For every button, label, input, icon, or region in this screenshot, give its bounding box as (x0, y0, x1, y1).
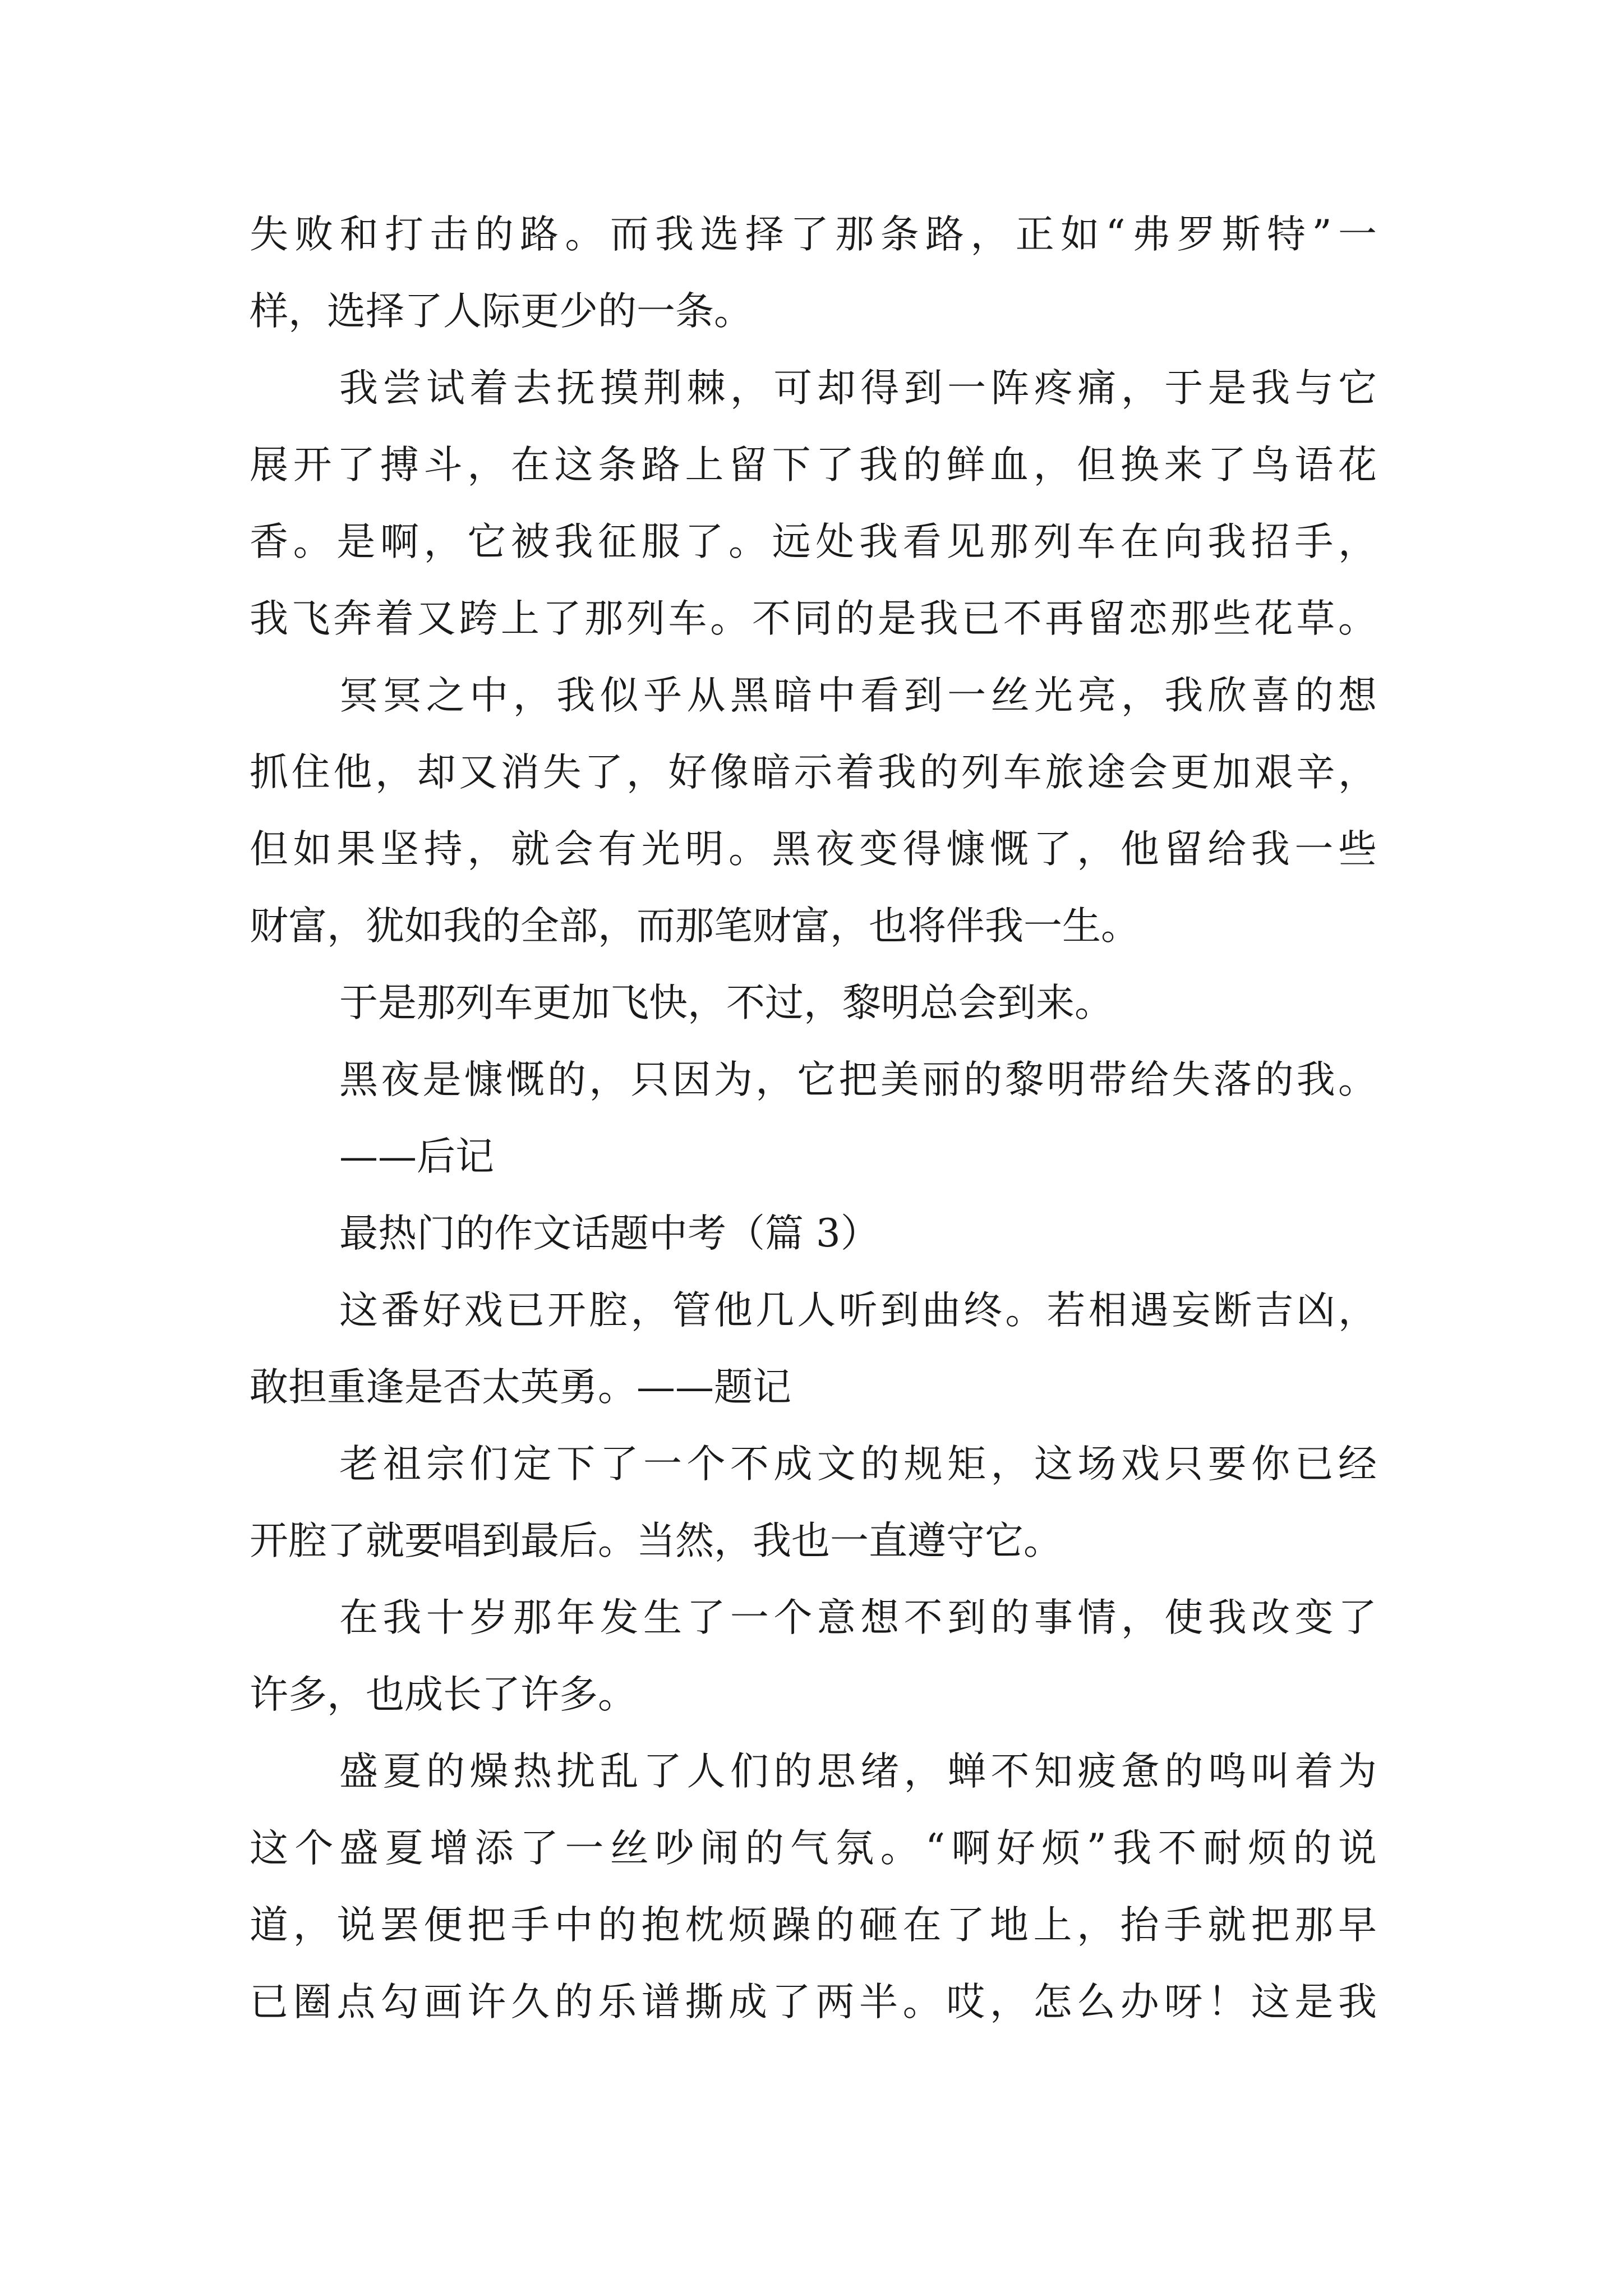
text-line: 开腔了就要唱到最后。当然，我也一直遵守它。 (250, 1519, 1062, 1563)
text-line: 于是那列车更加飞快，不过，黎明总会到来。 (339, 981, 1113, 1025)
text-line: 最热门的作文话题中考（篇 3） (339, 1211, 879, 1256)
text-line: 道，说罢便把手中的抱枕烦躁的砸在了地上，抬手就把那早 (250, 1903, 1377, 1948)
text-line: 这个盛夏增添了一丝吵闹的气氛。“啊好烦”我不耐烦的说 (250, 1826, 1377, 1871)
text-line: ——后记 (339, 1134, 494, 1179)
body-text (250, 196, 1377, 2041)
text-line: 已圈点勾画许久的乐谱撕成了两半。哎，怎么办呀！这是我 (250, 1980, 1377, 2024)
text-line: 冥冥之中，我似乎从黑暗中看到一丝光亮，我欣喜的想 (339, 673, 1377, 718)
text-line: 失败和打击的路。而我选择了那条路，正如“弗罗斯特”一 (250, 212, 1377, 257)
text-line: 这番好戏已开腔，管他几人听到曲终。若相遇妄断吉凶， (339, 1288, 1377, 1333)
text-line: 抓住他，却又消失了，好像暗示着我的列车旅途会更加艰辛， (250, 750, 1377, 795)
text-line: 我尝试着去抚摸荆棘，可却得到一阵疼痛，于是我与它 (339, 366, 1377, 411)
text-line: 盛夏的燥热扰乱了人们的思绪，蝉不知疲惫的鸣叫着为 (339, 1749, 1377, 1794)
text-line: 老祖宗们定下了一个不成文的规矩，这场戏只要你已经 (339, 1442, 1377, 1487)
text-line: 黑夜是慷慨的，只因为，它把美丽的黎明带给失落的我。 (339, 1057, 1377, 1102)
text-line: 敢担重逢是否太英勇。——题记 (250, 1365, 791, 1410)
text-line: 许多，也成长了许多。 (250, 1672, 637, 1717)
text-line: 财富，犹如我的全部，而那笔财富，也将伴我一生。 (250, 904, 1140, 949)
text-line: 但如果坚持，就会有光明。黑夜变得慷慨了，他留给我一些 (250, 827, 1377, 872)
text-line: 在我十岁那年发生了一个意想不到的事情，使我改变了 (339, 1595, 1377, 1640)
text-line: 香。是啊，它被我征服了。远处我看见那列车在向我招手， (250, 519, 1377, 564)
text-line: 展开了搏斗，在这条路上留下了我的鲜血，但换来了鸟语花 (250, 443, 1377, 487)
text-line: 样，选择了人际更少的一条。 (250, 289, 753, 334)
text-line: 我飞奔着又跨上了那列车。不同的是我已不再留恋那些花草。 (250, 596, 1377, 641)
